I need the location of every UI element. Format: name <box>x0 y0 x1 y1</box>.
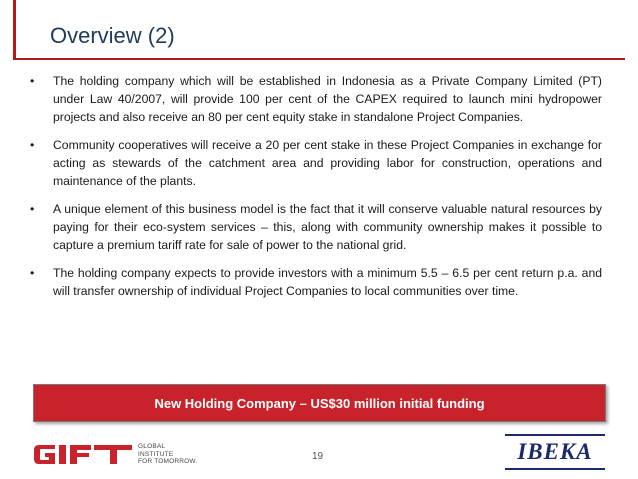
bullet-item <box>30 72 602 126</box>
bullet-list <box>30 72 602 310</box>
gift-logo-icon <box>33 441 133 467</box>
gift-tagline: GLOBAL INSTITUTE FOR TOMORROW. <box>138 443 198 465</box>
title-underline <box>13 58 625 60</box>
bullet-item <box>30 264 602 300</box>
page-number: 19 <box>312 451 324 462</box>
bullet-text: Community cooperatives will receive a 20 per cent stake in these Project Companies in exchange for acting as stewards of the catchment area and providing labor for construction, operations and maintenance of the plants. <box>53 138 602 188</box>
bullet-text: The holding company which will be established in Indonesia as a Private Company Limited (PT) under Law 40/2007, will provide 100 per cent of the CAPEX required to launch mini hydropower projects and also receive an 80 per cent equity stake in standalone Project Companies. <box>53 74 602 124</box>
bullet-icon: • <box>30 202 35 216</box>
bullet-item <box>30 136 602 190</box>
bullet-icon: • <box>30 266 35 280</box>
title-accent-bar <box>13 0 16 58</box>
slide-title: Overview (2) <box>50 23 175 48</box>
bullet-text: The holding company expects to provide investors with a minimum 5.5 – 6.5 per cent return p.a. and will transfer ownership of individual Project Companies to local communities over time. <box>53 266 602 298</box>
funding-banner-text: New Holding Company – US$30 million initial funding <box>154 395 485 411</box>
bullet-icon: • <box>30 74 35 88</box>
ibeka-logo-text: IBEKA <box>517 439 593 464</box>
bullet-item <box>30 200 602 254</box>
ibeka-logo <box>505 434 605 470</box>
bullet-icon: • <box>30 138 35 152</box>
funding-banner <box>33 384 606 422</box>
bullet-text: A unique element of this business model is the fact that it will conserve valuable natural resources by paying for their eco-system services – this, along with community ownership makes it possible to capture a premium tariff rate for sale of power to the national grid. <box>53 202 602 252</box>
